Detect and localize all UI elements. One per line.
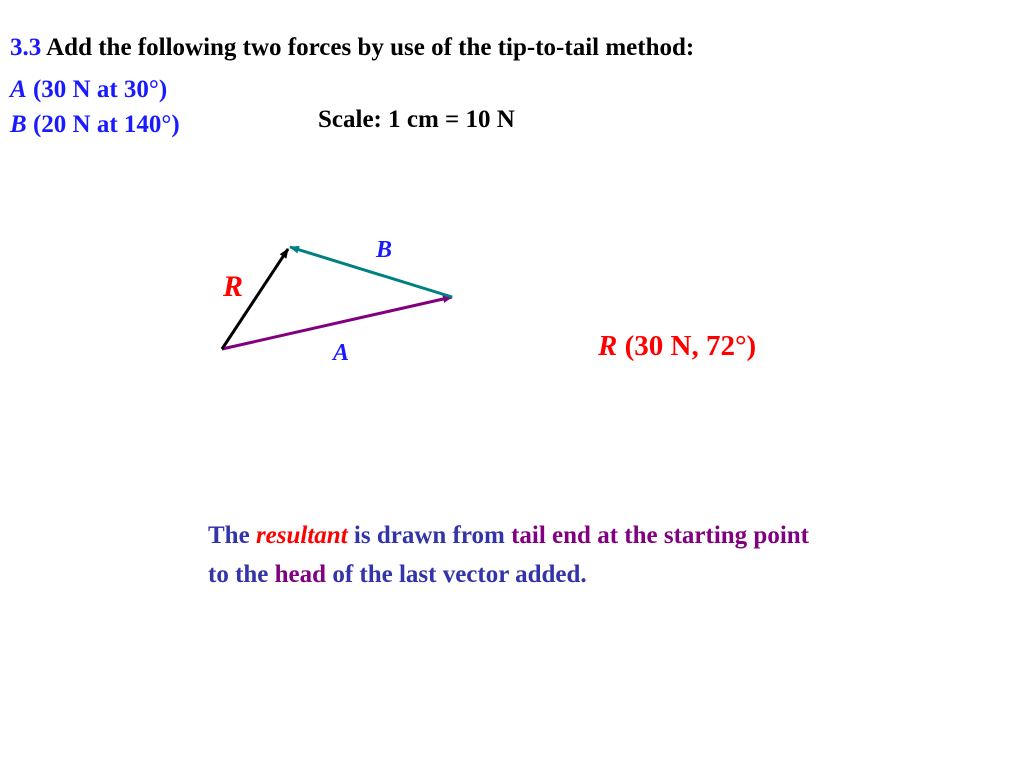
explanation-line-2 <box>208 561 587 589</box>
explanation-head-term: head <box>274 561 327 588</box>
vector-r-label: R <box>223 270 244 303</box>
vector-b-line <box>290 247 452 297</box>
vector-b-label: B <box>376 237 393 263</box>
problem-number: 3.3 <box>10 34 42 61</box>
resultant-symbol: R <box>598 330 618 362</box>
resultant-answer <box>598 330 756 363</box>
problem-text: Add the following two forces by use of the tip-to-tail method: <box>46 34 695 61</box>
explanation-line-1 <box>208 522 809 550</box>
force-a-symbol: A <box>10 76 27 103</box>
explanation-resultant-term: resultant <box>255 522 348 549</box>
explanation-text: to the <box>208 561 269 588</box>
explanation-text: The <box>208 522 250 549</box>
vector-a-label: A <box>333 340 350 366</box>
force-b-symbol: B <box>10 111 27 138</box>
explanation-tail-phrase: tail end at the starting point <box>511 522 810 549</box>
force-b-value: (20 N at 140°) <box>32 111 180 138</box>
explanation-text: of the last vector added. <box>332 561 587 588</box>
explanation-text: is drawn from <box>353 522 505 549</box>
force-a-value: (30 N at 30°) <box>32 76 168 103</box>
resultant-value: (30 N, 72°) <box>624 330 757 362</box>
scale-note: Scale: 1 cm = 10 N <box>318 106 515 133</box>
